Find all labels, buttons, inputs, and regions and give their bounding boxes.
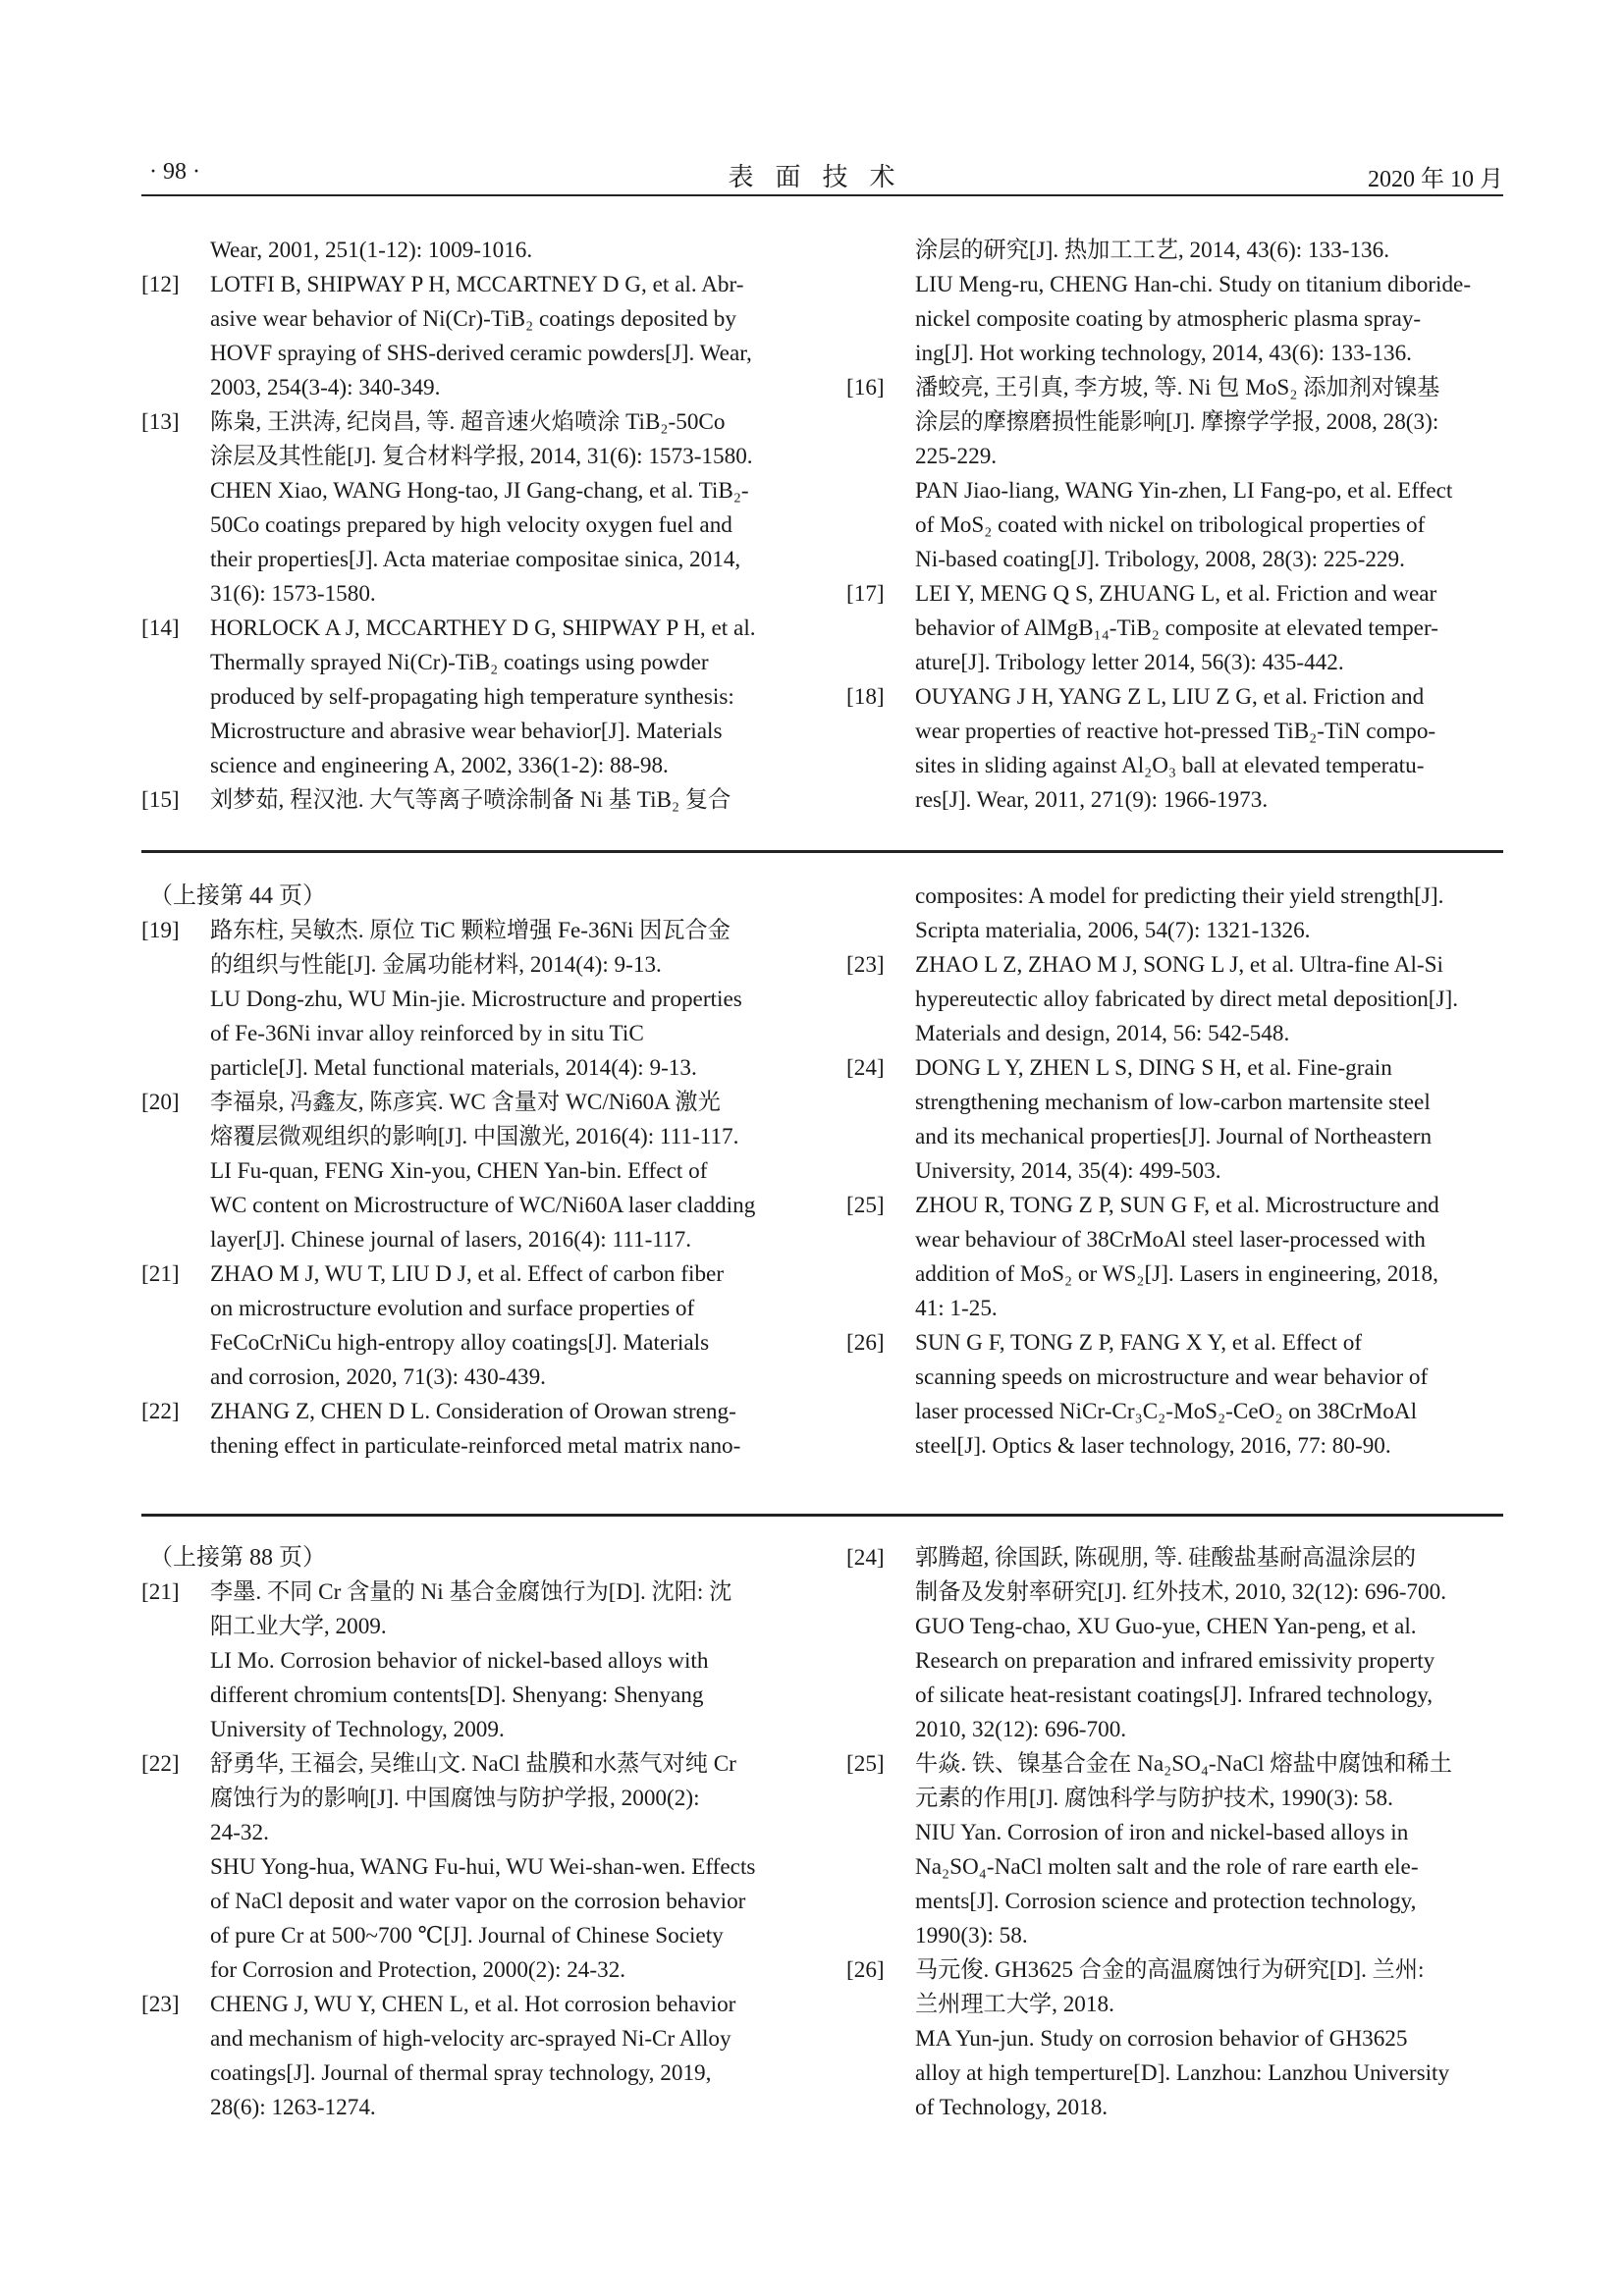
reference-line: 李墨. 不同 Cr 含量的 Ni 基合金腐蚀行为[D]. 沈阳: 沈 [210, 1579, 732, 1605]
reference-line: NIU Yan. Corrosion of iron and nickel-based alloys in [915, 1820, 1409, 1845]
reference-line: of pure Cr at 500~700 ℃[J]. Journal of Chinese Society [210, 1923, 724, 1949]
reference-line: on microstructure evolution and surface properties of [210, 1296, 695, 1321]
reference-entry [846, 1541, 1492, 1747]
reference-line: of MoS₂ coated with nickel on tribological properties of [915, 512, 1426, 538]
reference-line: 1990(3): 58. [915, 1923, 1028, 1949]
reference-line: 50Co coatings prepared by high velocity oxygen fuel and [210, 512, 732, 538]
reference-entry [141, 783, 787, 818]
reference-number: [13] [141, 409, 180, 435]
reference-line: CHEN Xiao, WANG Hong-tao, JI Gang-chang, et al. TiB₂- [210, 478, 749, 504]
reference-line: LOTFI B, SHIPWAY P H, MCCARTNEY D G, et al. Abr- [210, 272, 744, 297]
reference-line: 李福泉, 冯鑫友, 陈彦宾. WC 含量对 WC/Ni60A 激光 [210, 1090, 721, 1115]
reference-line: 腐蚀行为的影响[J]. 中国腐蚀与防护学报, 2000(2): [210, 1786, 700, 1811]
reference-line: 兰州理工大学, 2018. [915, 1992, 1114, 2017]
reference-line: 的组织与性能[J]. 金属功能材料, 2014(4): 9-13. [210, 952, 662, 978]
reference-number: [19] [141, 918, 180, 943]
page-header [141, 155, 1503, 194]
reference-line: and mechanism of high-velocity arc-sprayed Ni-Cr Alloy [210, 2026, 731, 2052]
reference-entry [141, 1575, 787, 1747]
reference-number: [22] [141, 1751, 180, 1777]
reference-number: [23] [846, 952, 885, 978]
reference-line: ing[J]. Hot working technology, 2014, 43(6): 133-136. [915, 341, 1412, 366]
reference-entry [141, 1086, 787, 1257]
header-rule [141, 194, 1503, 196]
references-section-3-left [141, 1541, 787, 2125]
reference-entry [846, 1326, 1492, 1464]
reference-entry [141, 268, 787, 405]
reference-line: composites: A model for predicting their yield strength[J]. [915, 883, 1444, 909]
reference-number: [21] [141, 1261, 180, 1287]
reference-line: FeCoCrNiCu high-entropy alloy coatings[J]. Materials [210, 1330, 710, 1356]
reference-number: [22] [141, 1399, 180, 1424]
reference-line: asive wear behavior of Ni(Cr)-TiB₂ coatings deposited by [210, 306, 736, 332]
reference-line: OUYANG J H, YANG Z L, LIU Z G, et al. Friction and [915, 684, 1425, 710]
reference-entry [846, 1189, 1492, 1326]
reference-number: [16] [846, 375, 885, 400]
reference-line: HORLOCK A J, MCCARTHEY D G, SHIPWAY P H, et al. [210, 615, 756, 641]
reference-line: 牛焱. 铁、镍基合金在 Na₂SO₄-NaCl 熔盐中腐蚀和稀土 [915, 1751, 1452, 1777]
reference-line: 熔覆层微观组织的影响[J]. 中国激光, 2016(4): 111-117. [210, 1124, 739, 1149]
reference-line: ments[J]. Corrosion science and protection technology, [915, 1889, 1417, 1914]
reference-line: HOVF spraying of SHS-derived ceramic powders[J]. Wear, [210, 341, 752, 366]
reference-line: of Fe-36Ni invar alloy reinforced by in situ TiC [210, 1021, 644, 1046]
reference-line: and its mechanical properties[J]. Journal of Northeastern [915, 1124, 1433, 1149]
references-section-3-right [846, 1541, 1492, 2125]
reference-line: 41: 1-25. [915, 1296, 998, 1321]
reference-line: 潘蛟亮, 王引真, 李方坡, 等. Ni 包 MoS₂ 添加剂对镍基 [915, 375, 1440, 400]
reference-entry [141, 914, 787, 1086]
reference-line: SHU Yong-hua, WANG Fu-hui, WU Wei-shan-wen. Effects [210, 1854, 756, 1880]
reference-line: ZHAO L Z, ZHAO M J, SONG L J, et al. Ultra-fine Al-Si [915, 952, 1443, 978]
reference-line: Ni-based coating[J]. Tribology, 2008, 28(3): 225-229. [915, 547, 1405, 572]
reference-entry [141, 1395, 787, 1464]
reference-line: behavior of AlMgB₁₄-TiB₂ composite at elevated temper- [915, 615, 1438, 641]
reference-line: 24-32. [210, 1820, 269, 1845]
reference-line: scanning speeds on microstructure and wear behavior of [915, 1364, 1429, 1390]
reference-number: [24] [846, 1055, 885, 1081]
reference-line: CHENG J, WU Y, CHEN L, et al. Hot corrosion behavior [210, 1992, 736, 2017]
reference-line: different chromium contents[D]. Shenyang: Shenyang [210, 1682, 704, 1708]
reference-line: and corrosion, 2020, 71(3): 430-439. [210, 1364, 546, 1390]
reference-line: 马元俊. GH3625 合金的高温腐蚀行为研究[D]. 兰州: [915, 1957, 1425, 1983]
reference-entry [141, 1747, 787, 1988]
reference-continuation [846, 880, 1492, 948]
reference-line: 涂层的研究[J]. 热加工工艺, 2014, 43(6): 133-136. [915, 238, 1390, 263]
reference-line: ature[J]. Tribology letter 2014, 56(3): 435-442. [915, 650, 1344, 675]
reference-line: University, 2014, 35(4): 499-503. [915, 1158, 1221, 1184]
issue-date: 2020 年 10 月 [1368, 167, 1503, 192]
reference-line: 刘梦茹, 程汉池. 大气等离子喷涂制备 Ni 基 TiB₂ 复合 [210, 787, 731, 813]
reference-entry [846, 1051, 1492, 1189]
reference-line: 2003, 254(3-4): 340-349. [210, 375, 441, 400]
reference-line: of silicate heat-resistant coatings[J]. Infrared technology, [915, 1682, 1434, 1708]
reference-line: 郭腾超, 徐国跃, 陈砚朋, 等. 硅酸盐基耐高温涂层的 [915, 1545, 1417, 1571]
reference-entry [846, 371, 1492, 577]
reference-line: wear properties of reactive hot-pressed TiB₂-TiN compo- [915, 719, 1436, 744]
reference-line: 225-229. [915, 444, 998, 469]
reference-line: Scripta materialia, 2006, 54(7): 1321-1326. [915, 918, 1311, 943]
reference-number: [18] [846, 684, 885, 710]
reference-line: DONG L Y, ZHEN L S, DING S H, et al. Fine-grain [915, 1055, 1392, 1081]
reference-line: layer[J]. Chinese journal of lasers, 2016(4): 111-117. [210, 1227, 692, 1253]
reference-line: LEI Y, MENG Q S, ZHUANG L, et al. Friction and wear [915, 581, 1437, 607]
reference-line: strengthening mechanism of low-carbon martensite steel [915, 1090, 1431, 1115]
reference-line: 陈枭, 王洪涛, 纪岗昌, 等. 超音速火焰喷涂 TiB₂-50Co [210, 409, 726, 435]
reference-line: steel[J]. Optics & laser technology, 2016, 77: 80-90. [915, 1433, 1391, 1459]
reference-line: thening effect in particulate-reinforced metal matrix nano- [210, 1433, 741, 1459]
reference-line: 涂层的摩擦磨损性能影响[J]. 摩擦学学报, 2008, 28(3): [915, 409, 1439, 435]
reference-line: LI Fu-quan, FENG Xin-you, CHEN Yan-bin. Effect of [210, 1158, 708, 1184]
reference-line: ZHANG Z, CHEN D L. Consideration of Orowan streng- [210, 1399, 736, 1424]
reference-line: their properties[J]. Acta materiae compositae sinica, 2014, [210, 547, 741, 572]
reference-line: nickel composite coating by atmospheric plasma spray- [915, 306, 1422, 332]
reference-line: WC content on Microstructure of WC/Ni60A laser cladding [210, 1193, 756, 1218]
reference-line: alloy at high temperture[D]. Lanzhou: Lanzhou University [915, 2060, 1450, 2086]
reference-line: Na₂SO₄-NaCl molten salt and the role of rare earth ele- [915, 1854, 1419, 1880]
reference-line: wear behaviour of 38CrMoAl steel laser-processed with [915, 1227, 1426, 1253]
reference-line: LIU Meng-ru, CHENG Han-chi. Study on titanium diboride- [915, 272, 1472, 297]
reference-number: [15] [141, 787, 180, 813]
reference-line: 涂层及其性能[J]. 复合材料学报, 2014, 31(6): 1573-1580. [210, 444, 753, 469]
reference-line: 28(6): 1263-1274. [210, 2095, 376, 2120]
reference-entry [141, 1257, 787, 1395]
reference-number: [12] [141, 272, 180, 297]
reference-line: ZHOU R, TONG Z P, SUN G F, et al. Microstructure and [915, 1193, 1439, 1218]
reference-line: res[J]. Wear, 2011, 271(9): 1966-1973. [915, 787, 1269, 813]
reference-line: produced by self-propagating high temperature synthesis: [210, 684, 734, 710]
reference-number: [23] [141, 1992, 180, 2017]
references-section-1-right [846, 234, 1492, 818]
reference-entry [846, 680, 1492, 818]
references-section-1-left [141, 234, 787, 818]
reference-line: LI Mo. Corrosion behavior of nickel-based alloys with [210, 1648, 709, 1674]
reference-number: [26] [846, 1330, 885, 1356]
reference-line: Microstructure and abrasive wear behavior[J]. Materials [210, 719, 723, 744]
reference-line: 元素的作用[J]. 腐蚀科学与防护技术, 1990(3): 58. [915, 1786, 1393, 1811]
reference-entry [141, 612, 787, 783]
reference-entry [846, 1747, 1492, 1953]
reference-entry [846, 577, 1492, 680]
reference-line: particle[J]. Metal functional materials, 2014(4): 9-13. [210, 1055, 697, 1081]
reference-entry [141, 1988, 787, 2125]
reference-entry [141, 405, 787, 612]
reference-number: [17] [846, 581, 885, 607]
reference-continuation [846, 234, 1492, 371]
reference-line: 2010, 32(12): 696-700. [915, 1717, 1127, 1742]
reference-line: ZHAO M J, WU T, LIU D J, et al. Effect of carbon fiber [210, 1261, 725, 1287]
references-section-2-left [141, 880, 787, 1464]
reference-line: 阳工业大学, 2009. [210, 1614, 387, 1639]
reference-line: 路东柱, 吴敏杰. 原位 TiC 颗粒增强 Fe-36Ni 因瓦合金 [210, 918, 731, 943]
reference-line: of NaCl deposit and water vapor on the corrosion behavior [210, 1889, 746, 1914]
reference-number: [24] [846, 1545, 885, 1571]
reference-line: hypereutectic alloy fabricated by direct metal deposition[J]. [915, 987, 1459, 1012]
reference-entry [846, 948, 1492, 1051]
reference-line: addition of MoS₂ or WS₂[J]. Lasers in engineering, 2018, [915, 1261, 1438, 1287]
reference-continuation [141, 234, 787, 268]
reference-line: sites in sliding against Al₂O₃ ball at elevated temperatu- [915, 753, 1425, 778]
reference-line: 31(6): 1573-1580. [210, 581, 376, 607]
reference-entry [846, 1953, 1492, 2125]
reference-line: University of Technology, 2009. [210, 1717, 505, 1742]
journal-title: 表面技术 [728, 163, 917, 191]
section-divider [141, 1514, 1503, 1517]
page-number: · 98 · [149, 159, 200, 185]
reference-line: SUN G F, TONG Z P, FANG X Y, et al. Effect of [915, 1330, 1363, 1356]
references-section-2-right [846, 880, 1492, 1464]
reference-line: 舒勇华, 王福会, 吴维山文. NaCl 盐膜和水蒸气对纯 Cr [210, 1751, 736, 1777]
reference-line: science and engineering A, 2002, 336(1-2): 88-98. [210, 753, 669, 778]
reference-line: PAN Jiao-liang, WANG Yin-zhen, LI Fang-po, et al. Effect [915, 478, 1453, 504]
reference-line: LU Dong-zhu, WU Min-jie. Microstructure and properties [210, 987, 742, 1012]
reference-line: Thermally sprayed Ni(Cr)-TiB₂ coatings using powder [210, 650, 709, 675]
section-divider [141, 850, 1503, 853]
reference-number: [20] [141, 1090, 180, 1115]
reference-line: MA Yun-jun. Study on corrosion behavior of GH3625 [915, 2026, 1408, 2052]
reference-line: Research on preparation and infrared emissivity property [915, 1648, 1435, 1674]
reference-number: [26] [846, 1957, 885, 1983]
reference-line: Materials and design, 2014, 56: 542-548. [915, 1021, 1290, 1046]
reference-number: [25] [846, 1751, 885, 1777]
reference-number: [14] [141, 615, 180, 641]
continued-from-note: （上接第 44 页） [149, 883, 326, 909]
reference-line: GUO Teng-chao, XU Guo-yue, CHEN Yan-peng, et al. [915, 1614, 1417, 1639]
reference-number: [21] [141, 1579, 180, 1605]
reference-line: for Corrosion and Protection, 2000(2): 24-32. [210, 1957, 626, 1983]
reference-line: coatings[J]. Journal of thermal spray technology, 2019, [210, 2060, 712, 2086]
reference-line: Wear, 2001, 251(1-12): 1009-1016. [210, 238, 533, 263]
reference-number: [25] [846, 1193, 885, 1218]
continued-from-note: （上接第 88 页） [149, 1545, 326, 1571]
reference-line: laser processed NiCr-Cr₃C₂-MoS₂-CeO₂ on 38CrMoAl [915, 1399, 1418, 1424]
reference-line: of Technology, 2018. [915, 2095, 1109, 2120]
reference-line: 制备及发射率研究[J]. 红外技术, 2010, 32(12): 696-700. [915, 1579, 1447, 1605]
